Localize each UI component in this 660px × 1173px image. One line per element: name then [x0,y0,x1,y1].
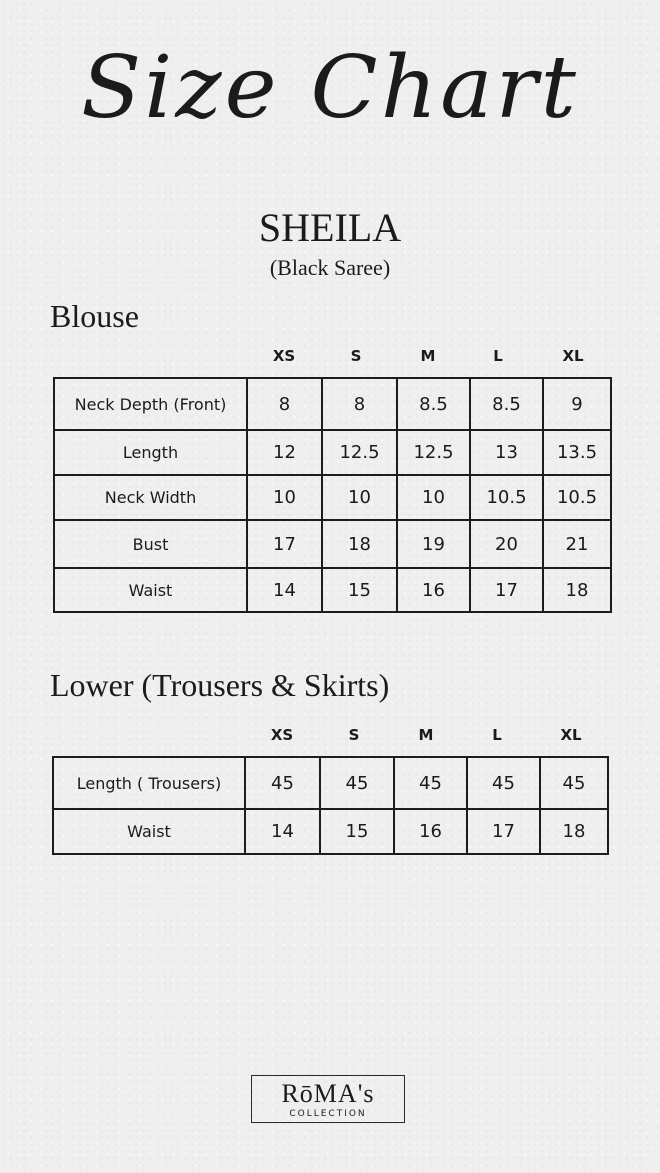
lower-size-table [52,756,609,855]
table-cell: 17 [247,520,322,568]
table-cell: 12.5 [322,430,397,475]
table-cell: 14 [245,809,320,854]
size-label: XL [560,726,582,744]
lower-section-title: Lower (Trousers & Skirts) [50,667,390,703]
size-label: L [493,347,503,365]
table-cell: 19 [397,520,470,568]
table-cell: 18 [543,568,611,612]
table-cell: 20 [470,520,543,568]
blouse-size-table [53,377,612,613]
size-label: XL [562,347,584,365]
table-cell: 45 [245,757,320,809]
table-cell: 10.5 [543,475,611,520]
table-cell: 21 [543,520,611,568]
table-row [54,475,611,520]
table-cell: 8 [247,378,322,430]
table-row [54,520,611,568]
product-variant: (Black Saree) [269,255,391,280]
size-label: M [418,726,434,744]
table-row [54,568,611,612]
table-row [53,809,608,854]
size-label: M [420,347,436,365]
table-cell: 45 [394,757,467,809]
row-label: Neck Width [54,475,247,520]
table-cell: 15 [322,568,397,612]
table-row [53,757,608,809]
row-label: Length ( Trousers) [53,757,245,809]
size-label: XS [270,726,294,744]
row-label: Neck Depth (Front) [54,378,247,430]
row-label: Bust [54,520,247,568]
table-cell: 8.5 [470,378,543,430]
table-cell: 10 [322,475,397,520]
table-cell: 15 [320,809,394,854]
table-cell: 45 [320,757,394,809]
brand-logo [251,1075,405,1123]
table-cell: 45 [540,757,608,809]
row-label: Waist [53,809,245,854]
page-title: Size Chart [81,38,579,138]
blouse-section-title: Blouse [50,298,139,334]
row-label: Length [54,430,247,475]
table-cell: 13.5 [543,430,611,475]
table-cell: 17 [470,568,543,612]
row-label: Waist [54,568,247,612]
table-cell: 17 [467,809,540,854]
table-cell: 10.5 [470,475,543,520]
table-row [54,378,611,430]
blouse-size-header [0,347,660,367]
table-cell: 10 [247,475,322,520]
table-cell: 16 [397,568,470,612]
table-row [54,430,611,475]
table-cell: 12.5 [397,430,470,475]
table-cell: 8.5 [397,378,470,430]
size-label: XS [272,347,296,365]
table-cell: 8 [322,378,397,430]
table-cell: 12 [247,430,322,475]
table-cell: 18 [322,520,397,568]
table-cell: 13 [470,430,543,475]
size-label: S [348,726,360,744]
size-label: L [492,726,502,744]
table-cell: 14 [247,568,322,612]
size-label: S [350,347,362,365]
table-cell: 10 [397,475,470,520]
table-cell: 16 [394,809,467,854]
brand-name: RōMA's [281,1079,375,1108]
brand-tagline: COLLECTION [289,1109,367,1119]
table-cell: 9 [543,378,611,430]
table-cell: 45 [467,757,540,809]
product-name: SHEILA [258,205,402,250]
table-cell: 18 [540,809,608,854]
lower-size-header [0,726,660,746]
